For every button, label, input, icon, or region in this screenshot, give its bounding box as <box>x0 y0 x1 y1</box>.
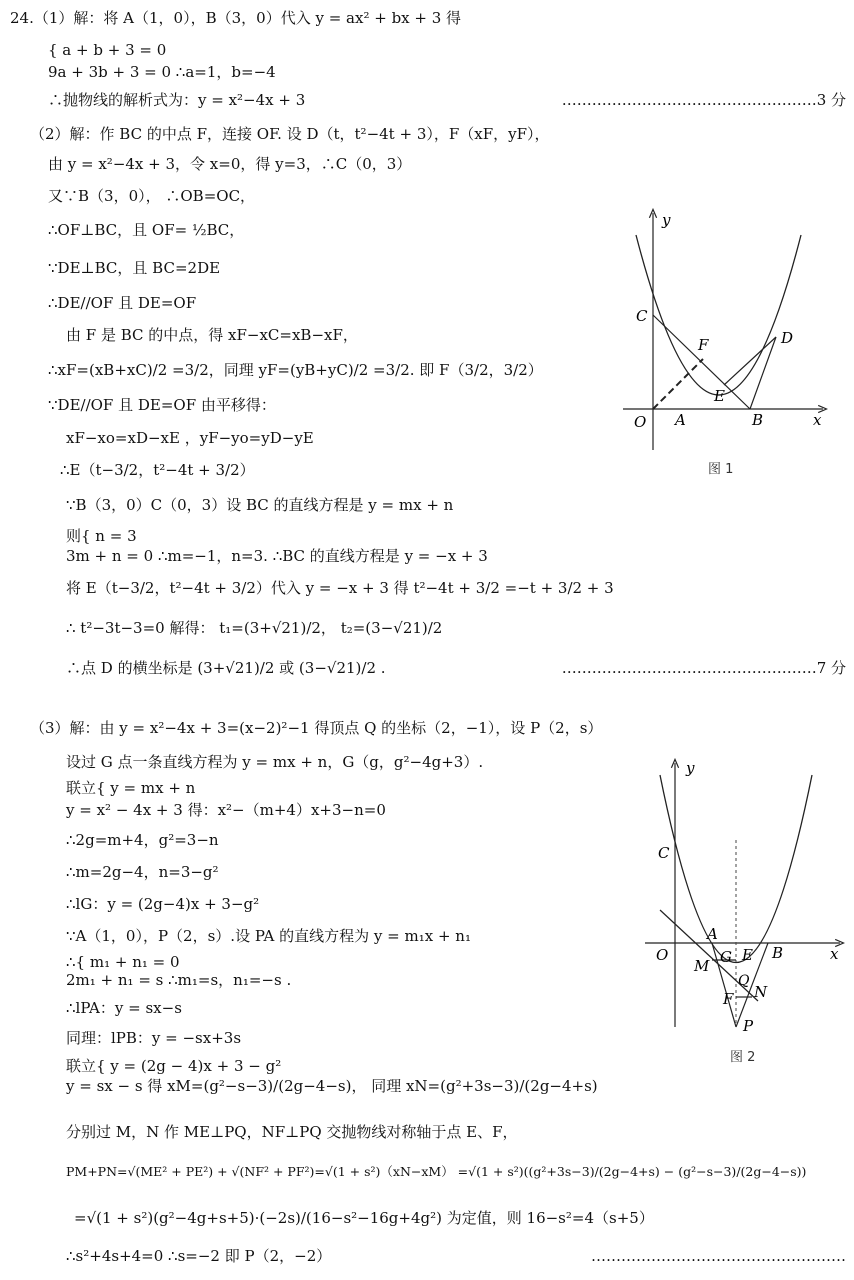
fig1-label-b: B <box>752 411 764 429</box>
p2-line-16: ∴ t²−3t−3=0 解得： t₁=(3+√21)/2， t₂=(3−√21)/2 <box>66 619 443 637</box>
fig2-label-c: C <box>658 844 670 862</box>
fig2-label-e: E <box>742 946 753 964</box>
p3-line-4: y = x² − 4x + 3 得：x²−（m+4）x+3−n=0 <box>66 801 386 819</box>
p3-line-6: ∴m=2g−4，n=3−g² <box>66 863 219 881</box>
p3-line-14: y = sx − s 得 xM=(g²−s−3)/(2g−4−s)， 同理 xN=(g²+3s−3)/(2g−4+s) <box>66 1077 598 1095</box>
fig2-parabola <box>660 775 812 963</box>
p2-line-9: ∵DE//OF 且 DE=OF 由平移得： <box>48 396 276 414</box>
p3-line-13: 联立{ y = (2g − 4)x + 3 − g² <box>66 1057 282 1075</box>
p2-line-12: ∵B（3，0）C（0，3）设 BC 的直线方程是 y = mx + n <box>66 496 454 514</box>
p3-line-9: ∴{ m₁ + n₁ = 0 <box>66 953 180 971</box>
fig2-label-m: M <box>694 957 710 975</box>
fig2-label-a: A <box>707 925 718 943</box>
p3-line-2: 设过 G 点一条直线方程为 y = mx + n，G（g，g²−4g+3）. <box>66 753 484 771</box>
p3-line-8: ∵A（1，0），P（2，s）.设 PA 的直线方程为 y = m₁x + n₁ <box>66 927 471 945</box>
p2-line-10: xF−xo=xD−xE ，yF−yo=yD−yE <box>66 429 314 447</box>
p3-line-1: （3）解：由 y = x²−4x + 3=(x−2)²−1 得顶点 Q 的坐标（2，−1），设 P（2，s） <box>30 719 603 737</box>
p2-line-13: 则{ n = 3 <box>66 527 137 545</box>
figure-1 <box>618 205 838 480</box>
p2-line-3: 又∵B（3，0）， ∴OB=OC， <box>48 187 256 205</box>
fig2-label-b: B <box>772 944 784 962</box>
p2-line-7: 由 F 是 BC 的中点，得 xF−xC=xB−xF， <box>66 326 358 344</box>
p3-line-11: ∴lPA：y = sx−s <box>66 999 182 1017</box>
p3-line-7: ∴lG：y = (2g−4)x + 3−g² <box>66 895 260 913</box>
p2-line-17: ∴点 D 的横坐标是 (3+√21)/2 或 (3−√21)/2 . <box>66 659 386 677</box>
p3-line-18: ∴s²+4s+4=0 ∴s=−2 即 P（2，−2） <box>66 1247 332 1265</box>
fig2-label-x: x <box>830 945 839 963</box>
p2-line-14: 3m + n = 0 ∴m=−1，n=3. ∴BC 的直线方程是 y = −x + 3 <box>66 547 488 565</box>
fig1-label-f: F <box>698 336 709 354</box>
fig2-label-f: F <box>723 990 734 1008</box>
fig1-label-y: y <box>662 211 671 229</box>
p2-line-5: ∵DE⊥BC，且 BC=2DE <box>48 259 221 277</box>
fig2-label-o: O <box>656 946 669 964</box>
fig1-parabola <box>636 235 801 395</box>
p2-line-8: ∴xF=(xB+xC)/2 =3/2，同理 yF=(yB+yC)/2 =3/2. 即 F（3/2，3/2） <box>48 361 543 379</box>
fig1-line-de <box>724 337 776 385</box>
p3-line-10: 2m₁ + n₁ = s ∴m₁=s，n₁=−s . <box>66 971 292 989</box>
p1-score: ……………………………………………3 分 <box>561 91 846 109</box>
fig1-label-a: A <box>675 411 686 429</box>
p2-score: ……………………………………………7 分 <box>561 659 846 677</box>
p1-line-1: 24.（1）解：将 A（1，0），B（3，0）代入 y = ax² + bx + 3 得 <box>10 9 462 27</box>
p2-line-2: 由 y = x²−4x + 3，令 x=0，得 y=3，∴C（0，3） <box>48 155 412 173</box>
figure-2 <box>640 755 850 1045</box>
fig1-label-x: x <box>813 411 822 429</box>
fig2-label-q: Q <box>738 973 750 989</box>
p1-line-3: 9a + 3b + 3 = 0 ∴a=1，b=−4 <box>48 63 276 81</box>
fig1-line-cb <box>653 315 750 409</box>
fig1-caption: 图 1 <box>708 462 734 477</box>
fig2-label-y: y <box>686 759 695 777</box>
fig1-label-o: O <box>634 413 647 431</box>
p3-line-15: 分别过 M，N 作 ME⊥PQ，NF⊥PQ 交抛物线对称轴于点 E、F， <box>66 1123 518 1141</box>
p3-line-5: ∴2g=m+4，g²=3−n <box>66 831 219 849</box>
p2-line-15: 将 E（t−3/2，t²−4t + 3/2）代入 y = −x + 3 得 t²−4t + 3/2 =−t + 3/2 + 3 <box>66 579 614 597</box>
fig1-label-e: E <box>714 387 725 405</box>
p3-line-16: PM+PN=√(ME² + PE²) + √(NF² + PF²)=√(1 + s²)（xN−xM） =√(1 + s²)((g²+3s−3)/(2g−4+s) − (g²−s−3)/(2g−4−s)) <box>66 1164 807 1179</box>
p2-line-1: （2）解：作 BC 的中点 F，连接 OF. 设 D（t，t²−4t + 3），F（xF，yF）， <box>30 125 550 143</box>
p1-line-2: { a + b + 3 = 0 <box>48 41 167 59</box>
fig2-label-g: G <box>720 948 732 966</box>
p2-line-11: ∴E（t−3/2，t²−4t + 3/2） <box>60 461 255 479</box>
p2-line-4: ∴OF⊥BC，且 OF= ½BC， <box>48 221 245 239</box>
fig2-label-p: P <box>743 1017 754 1035</box>
p2-line-6: ∴DE//OF 且 DE=OF <box>48 294 197 312</box>
p3-line-3: 联立{ y = mx + n <box>66 779 196 797</box>
p3-score: …………………………………………… <box>591 1247 846 1265</box>
fig1-label-c: C <box>636 307 648 325</box>
p3-line-12: 同理：lPB：y = −sx+3s <box>66 1029 242 1047</box>
fig1-label-d: D <box>781 329 794 347</box>
fig2-caption: 图 2 <box>730 1050 756 1065</box>
fig1-line-of <box>653 359 703 409</box>
fig2-label-n: N <box>754 983 768 1001</box>
p3-line-17: =√(1 + s²)(g²−4g+s+5)·(−2s)/(16−s²−16g+4g²) 为定值，则 16−s²=4（s+5） <box>74 1209 654 1227</box>
p1-line-4: ∴抛物线的解析式为：y = x²−4x + 3 <box>48 91 306 109</box>
